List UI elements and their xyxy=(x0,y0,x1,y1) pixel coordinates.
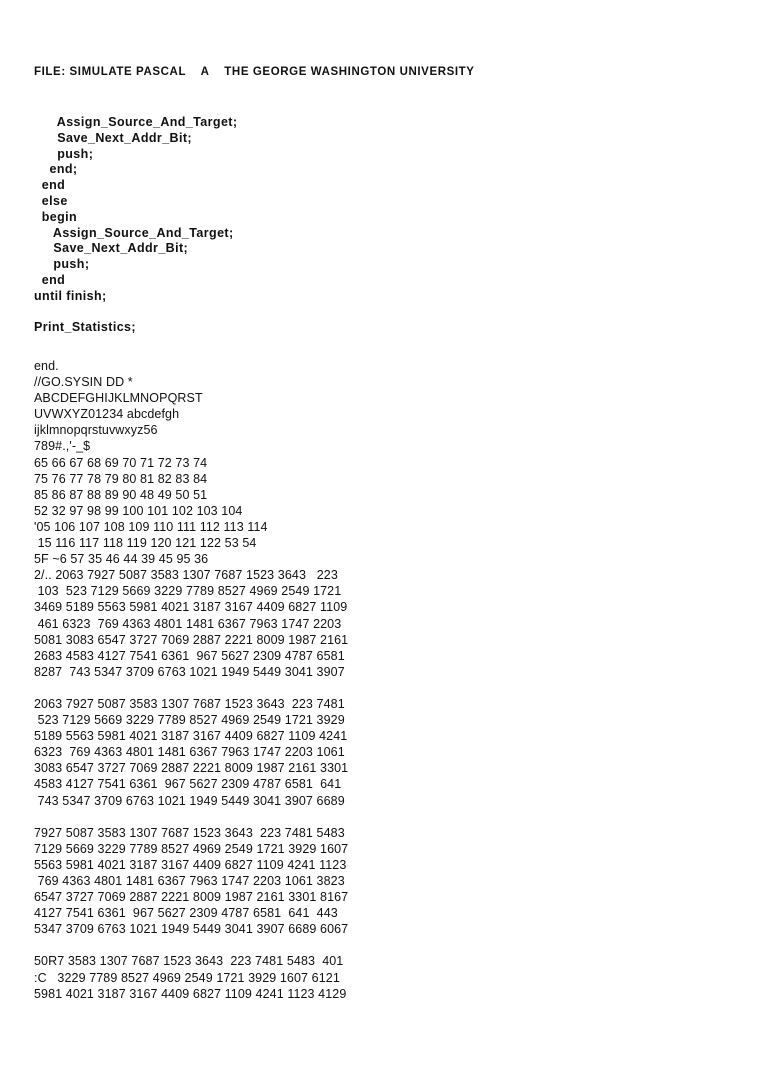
data-line: 50R7 3583 1307 7687 1523 3643 223 7481 5483 401 xyxy=(34,954,344,969)
data-line: 523 7129 5669 3229 7789 8527 4969 2549 1721 3929 xyxy=(34,713,345,728)
code-line: end xyxy=(34,272,66,287)
data-line: 15 116 117 118 119 120 121 122 53 54 xyxy=(34,536,257,551)
blank-line xyxy=(34,937,348,953)
data-line: 3083 6547 3727 7069 2887 2221 8009 1987 2161 3301 xyxy=(34,761,349,776)
code-line: Assign_Source_And_Target; xyxy=(34,115,238,129)
data-line: 461 6323 769 4363 4801 1481 6367 7963 1747 2203 xyxy=(34,616,342,631)
code-line: Print_Statistics; xyxy=(34,320,136,335)
data-line: :C 3229 7789 8527 4969 2549 1721 3929 1607 6121 xyxy=(34,970,340,985)
data-line: 52 32 97 98 99 100 101 102 103 104 xyxy=(34,503,243,518)
data-line: 789#.,'-_$ xyxy=(34,439,91,454)
data-line: 6547 3727 7069 2887 2221 8009 1987 2161 3301 8167 xyxy=(34,890,349,905)
code-line: push; xyxy=(34,146,94,161)
data-line: 7129 5669 3229 7789 8527 4969 2549 1721 3929 1607 xyxy=(34,841,349,856)
data-line: end. xyxy=(34,359,59,373)
data-line: //GO.SYSIN DD * xyxy=(34,375,133,390)
code-line xyxy=(34,305,237,321)
data-line: ijklmnopqrstuvwxyz56 xyxy=(34,423,158,438)
data-line: '05 106 107 108 109 110 111 112 113 114 xyxy=(34,519,268,534)
data-line: 769 4363 4801 1481 6367 7963 1747 2203 1061 3823 xyxy=(34,874,345,888)
data-line: 6323 769 4363 4801 1481 6367 7963 1747 2203 1061 xyxy=(34,745,345,760)
blank-line xyxy=(34,809,348,825)
data-line: ABCDEFGHIJKLMNOPQRST xyxy=(34,391,203,406)
code-line: end; xyxy=(34,162,78,177)
data-line: 5F ~6 57 35 46 44 39 45 95 36 xyxy=(34,552,209,567)
data-line: 65 66 67 68 69 70 71 72 73 74 xyxy=(34,455,208,470)
file-header: FILE: SIMULATE PASCAL A THE GEORGE WASHINGTON UNIVERSITY xyxy=(34,66,475,78)
code-line: push; xyxy=(34,257,90,272)
data-line: 2683 4583 4127 7541 6361 967 5627 2309 4787 6581 xyxy=(34,648,345,663)
data-line: 8287 743 5347 3709 6763 1021 1949 5449 3041 3907 xyxy=(34,664,345,679)
data-line: 3469 5189 5563 5981 4021 3187 3167 4409 6827 1109 xyxy=(34,600,348,615)
sysin-data-block xyxy=(34,358,348,1002)
data-line: 2063 7927 5087 3583 1307 7687 1523 3643 223 7481 xyxy=(34,696,345,711)
code-line: end xyxy=(34,178,66,193)
blank-line xyxy=(34,680,348,696)
source-code-block xyxy=(34,115,237,352)
data-line: 85 86 87 88 89 90 48 49 50 51 xyxy=(34,487,208,502)
data-line: 4127 7541 6361 967 5627 2309 4787 6581 641 443 xyxy=(34,906,338,921)
data-line: 75 76 77 78 79 80 81 82 83 84 xyxy=(34,471,208,486)
code-line: begin xyxy=(34,209,78,224)
data-line: 5189 5563 5981 4021 3187 3167 4409 6827 1109 4241 xyxy=(34,729,348,744)
data-line: 743 5347 3709 6763 1021 1949 5449 3041 3907 6689 xyxy=(34,793,345,808)
data-line: 7927 5087 3583 1307 7687 1523 3643 223 7481 5483 xyxy=(34,825,345,840)
code-line: else xyxy=(34,193,68,208)
data-line: 5347 3709 6763 1021 1949 5449 3041 3907 6689 6067 xyxy=(34,922,349,937)
code-line: Save_Next_Addr_Bit; xyxy=(34,241,189,256)
code-line: Save_Next_Addr_Bit; xyxy=(34,130,192,145)
data-line: 5563 5981 4021 3187 3167 4409 6827 1109 4241 1123 xyxy=(34,857,347,872)
data-line: 5081 3083 6547 3727 7069 2887 2221 8009 1987 2161 xyxy=(34,632,349,647)
code-line: until finish; xyxy=(34,288,107,303)
code-line xyxy=(34,336,237,352)
data-line: 2/.. 2063 7927 5087 3583 1307 7687 1523 3643 223 xyxy=(34,568,338,583)
data-line: UVWXYZ01234 abcdefgh xyxy=(34,407,180,422)
data-line: 4583 4127 7541 6361 967 5627 2309 4787 6581 641 xyxy=(34,777,342,792)
code-line: Assign_Source_And_Target; xyxy=(34,225,234,240)
data-line: 5981 4021 3187 3167 4409 6827 1109 4241 1123 4129 xyxy=(34,986,347,1001)
data-line: 103 523 7129 5669 3229 7789 8527 4969 2549 1721 xyxy=(34,584,342,599)
